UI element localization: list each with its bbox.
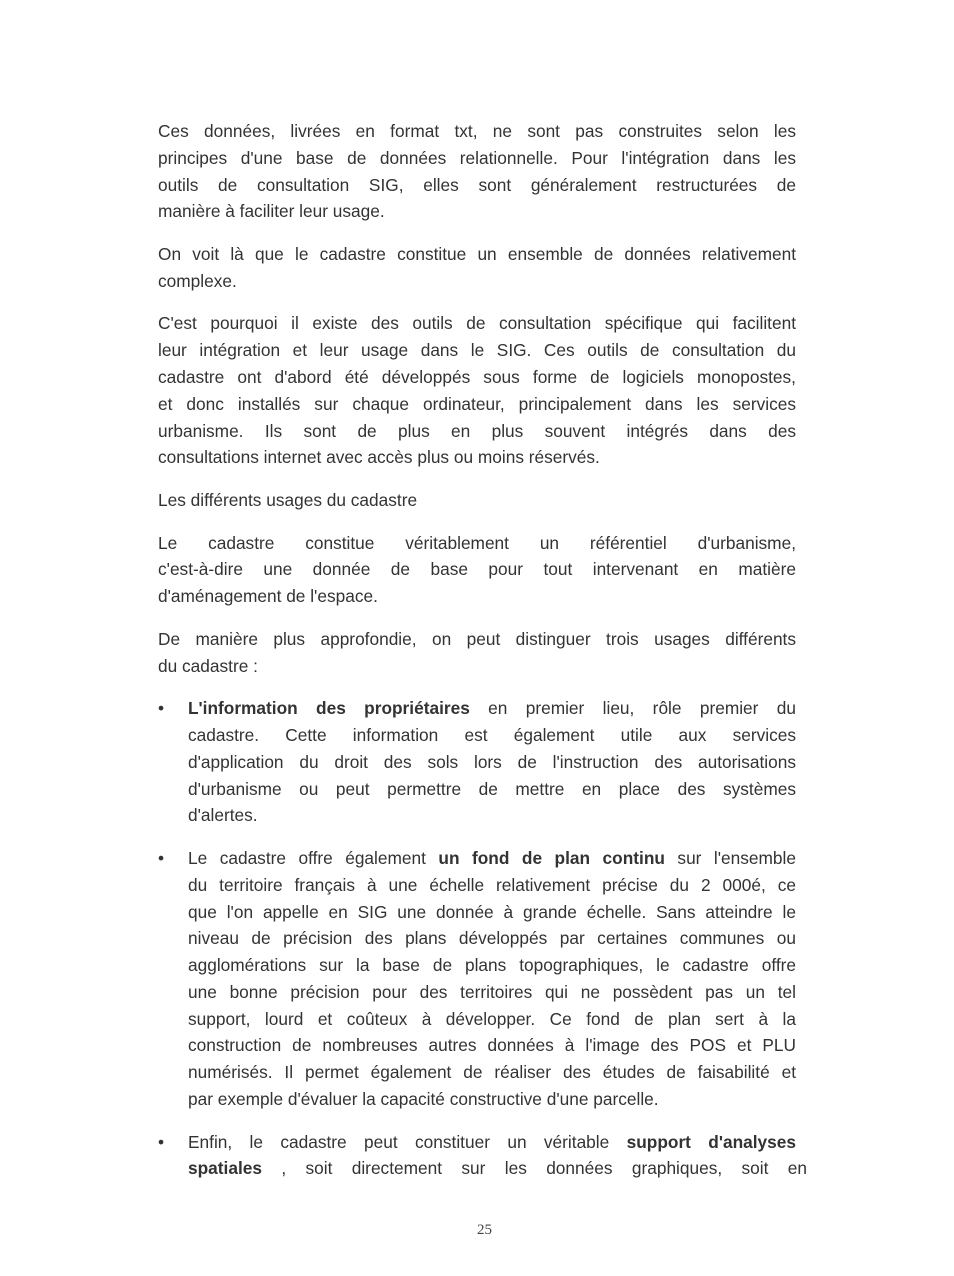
text-line [158, 364, 796, 391]
text-line [188, 979, 796, 1006]
text-segment: leur intégration et leur usage dans le SIG. Ces outils de consultation du [158, 340, 796, 361]
text-line [158, 198, 796, 225]
text-segment: en premier lieu, rôle premier du [469, 698, 796, 719]
text-segment: niveau de précision des plans développés par certaines communes ou [188, 928, 796, 949]
paragraph [158, 530, 796, 610]
text-segment: Ces données, livrées en format txt, ne sont pas construites selon les [158, 121, 796, 141]
text-segment: complexe. [158, 270, 237, 291]
text-line [158, 530, 796, 557]
text-segment: manière à faciliter leur usage. [158, 201, 385, 222]
text-line [188, 952, 796, 979]
text-line [158, 118, 796, 145]
text-segment: , soit directement sur les données graphiques, soit en [261, 1158, 807, 1179]
text-line [188, 899, 796, 926]
text-line [158, 310, 796, 337]
text-line [188, 1155, 807, 1182]
text-segment: d'aménagement de l'espace. [158, 586, 378, 607]
text-line [188, 749, 796, 776]
text-line [188, 776, 796, 803]
paragraph [158, 118, 796, 225]
text-segment: Le cadastre offre également [188, 847, 439, 868]
bullet-icon: • [158, 847, 165, 868]
bullet-list-item [158, 845, 796, 1113]
text-line [158, 444, 796, 471]
bold-text: support d'analyses [626, 1131, 796, 1152]
bullet-icon: • [158, 698, 165, 719]
text-segment: du territoire français à une échelle relativement précise du 2 000é, ce [188, 874, 796, 895]
text-segment: d'alertes. [188, 805, 258, 826]
text-line [158, 487, 796, 514]
text-segment: cadastre. Cette information est également utile aux services [188, 724, 796, 745]
text-segment: numérisés. Il permet également de réaliser des études de faisabilité et [188, 1062, 796, 1083]
text-line [188, 802, 796, 829]
text-line [158, 626, 796, 653]
text-segment: sur l'ensemble [664, 847, 796, 868]
text-segment: C'est pourquoi il existe des outils de consultation spécifique qui facilitent [158, 313, 796, 334]
text-line [158, 337, 796, 364]
text-segment: Les différents usages du cadastre [158, 489, 418, 510]
text-line [188, 1086, 796, 1113]
text-segment: urbanisme. Ils sont de plus en plus souvent intégrés dans des [158, 420, 796, 441]
text-line [188, 1006, 796, 1033]
text-segment: et donc installés sur chaque ordinateur, principalement dans les services [158, 393, 796, 414]
bullet-list-item [158, 1129, 807, 1183]
text-segment: par exemple d'évaluer la capacité constructive d'une parcelle. [188, 1089, 659, 1110]
document-body [158, 118, 807, 1198]
text-segment: De manière plus approfondie, on peut distinguer trois usages différents [158, 628, 796, 649]
text-line [188, 1129, 796, 1156]
text-line [158, 268, 796, 295]
text-line [158, 556, 796, 583]
text-line [158, 241, 796, 268]
bullet-icon: • [158, 1131, 165, 1152]
text-line [188, 872, 796, 899]
text-segment: d'urbanisme ou peut permettre de mettre en place des systèmes [188, 778, 796, 799]
text-line [188, 695, 796, 722]
text-segment: On voit là que le cadastre constitue un ensemble de données relativement [158, 243, 796, 264]
text-line [188, 845, 796, 872]
text-segment: principes d'une base de données relationnelle. Pour l'intégration dans les [158, 147, 796, 168]
text-segment: consultations internet avec accès plus ou moins réservés. [158, 447, 600, 468]
text-segment: Le cadastre constitue véritablement un référentiel d'urbanisme, [158, 532, 796, 553]
text-line [158, 391, 796, 418]
text-segment: du cadastre : [158, 655, 258, 676]
section-heading [158, 487, 796, 514]
text-segment: outils de consultation SIG, elles sont généralement restructurées de [158, 174, 796, 195]
bold-text: spatiales [188, 1158, 262, 1179]
bullet-list-item [158, 695, 796, 829]
text-line [188, 1059, 796, 1086]
text-segment: agglomérations sur la base de plans topographiques, le cadastre offre [188, 955, 796, 976]
paragraph [158, 626, 796, 680]
text-segment: c'est-à-dire une donnée de base pour tout intervenant en matière [158, 559, 796, 580]
page-number: 25 [477, 1222, 492, 1238]
text-line [158, 583, 796, 610]
text-line [188, 1032, 796, 1059]
text-segment: support, lourd et coûteux à développer. Ce fond de plan sert à la [188, 1008, 796, 1029]
text-line [188, 722, 796, 749]
text-line [158, 172, 796, 199]
text-segment: construction de nombreuses autres données à l'image des POS et PLU [188, 1035, 796, 1056]
text-segment: Enfin, le cadastre peut constituer un véritable [188, 1131, 627, 1152]
text-line [158, 653, 796, 680]
text-segment: que l'on appelle en SIG une donnée à grande échelle. Sans atteindre le [188, 901, 796, 922]
text-line [188, 925, 796, 952]
paragraph [158, 241, 796, 295]
text-segment: d'application du droit des sols lors de l'instruction des autorisations [188, 751, 796, 772]
text-line [158, 145, 796, 172]
text-segment: cadastre ont d'abord été développés sous forme de logiciels monopostes, [158, 366, 796, 387]
text-segment: une bonne précision pour des territoires qui ne possèdent pas un tel [188, 981, 796, 1002]
text-line [158, 418, 796, 445]
bold-text: L'information des propriétaires [188, 698, 470, 719]
paragraph [158, 310, 796, 471]
bold-text: un fond de plan continu [438, 847, 665, 868]
